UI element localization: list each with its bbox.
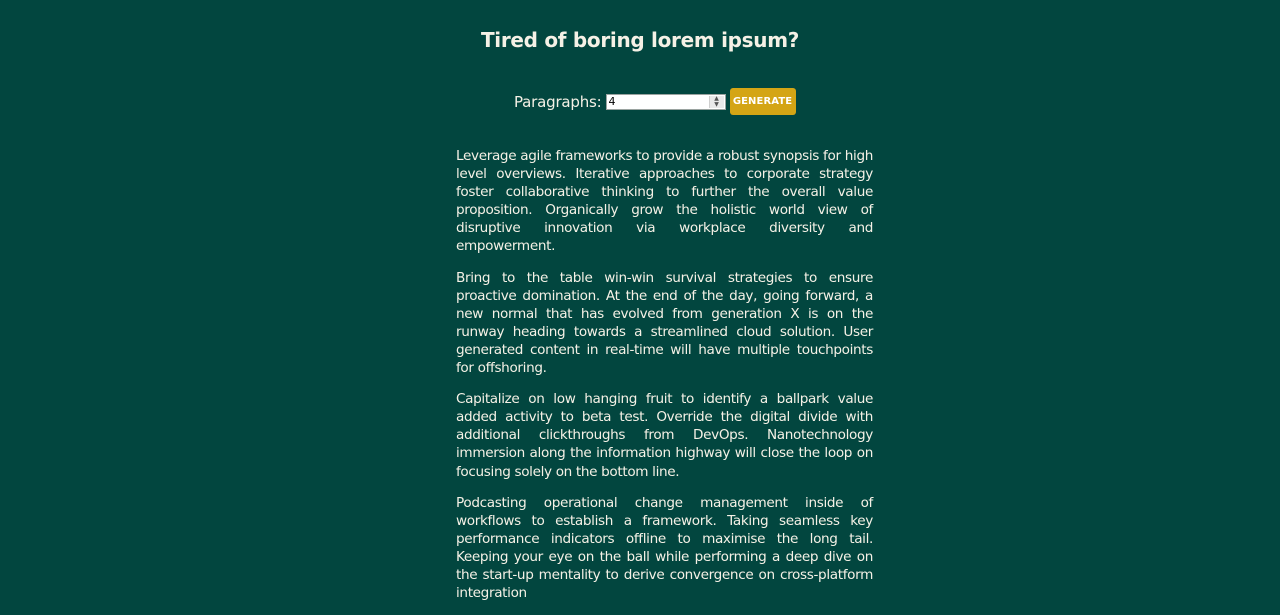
chevron-up-icon[interactable]: ▲ — [714, 94, 719, 102]
paragraph: Leverage agile frameworks to provide a robust synopsis for high level overviews. Iterative approaches to corporate strategy foster collaborative thinking to further the overall value proposition. Organically grow the holistic world view of disruptive innovation via workplace diversity and empowerment. — [456, 148, 873, 255]
paragraph: Bring to the table win-win survival strategies to ensure proactive domination. At the end of the day, going forward, a new normal that has evolved from generation X is on the runway heading towards a streamlined cloud solution. User generated content in real-time will have multiple touchpoints for offshoring. — [456, 269, 873, 377]
paragraph: Podcasting operational change management inside of workflows to establish a framework. Taking seamless key performance indicators offline to maximise the long tail. Keeping your eye on the ball while performing a deep dive on the start-up mentality to derive convergence on cross-platform integration — [456, 494, 873, 602]
page-title: Tired of boring lorem ipsum? — [480, 28, 800, 52]
generate-button[interactable]: GENERATE — [730, 88, 796, 115]
paragraph: Capitalize on low hanging fruit to identify a ballpark value added activity to beta test. Override the digital divide with additional clickthroughs from DevOps. Nanotechnology immersion along the information highway will close the loop on focusing solely on the bottom line. — [456, 391, 873, 480]
paragraph-count-input[interactable] — [606, 94, 726, 110]
paragraph-count-value: 4 — [608, 95, 616, 108]
chevron-down-icon[interactable]: ▼ — [714, 100, 719, 108]
paragraphs-label: Paragraphs: — [514, 92, 602, 111]
generator-controls — [514, 88, 796, 115]
number-spinner[interactable] — [709, 96, 724, 108]
generated-text — [456, 147, 873, 615]
